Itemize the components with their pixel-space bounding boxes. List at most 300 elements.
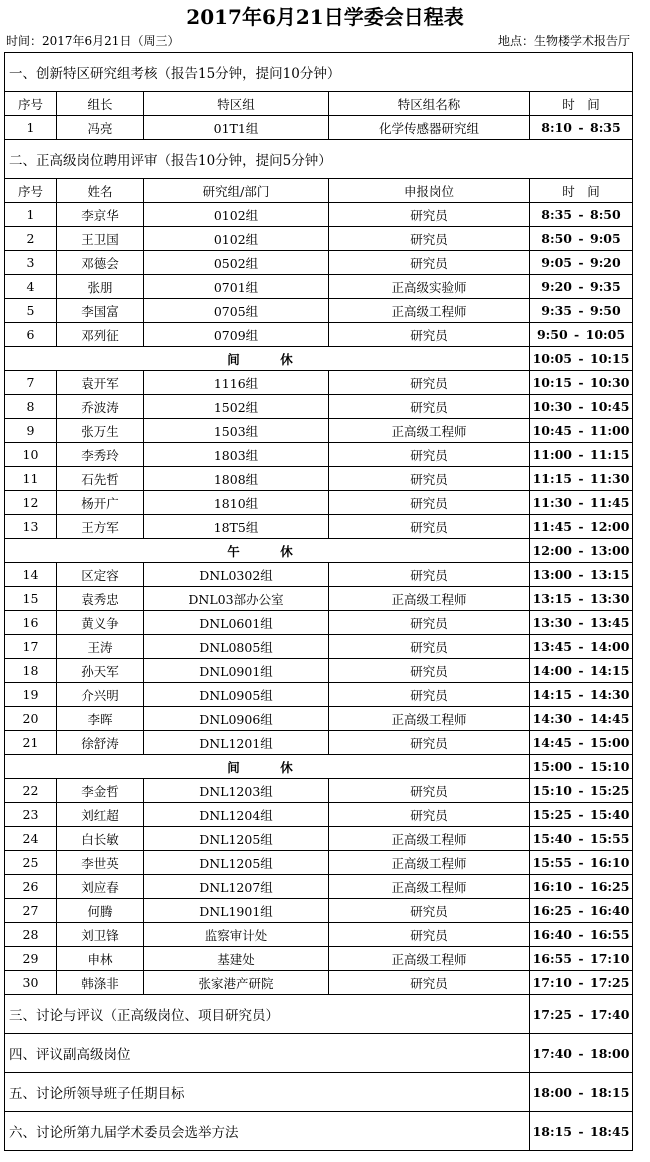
time-cell: [530, 971, 633, 995]
time-end: 12:00: [590, 519, 630, 534]
time-start: 14:30: [532, 711, 572, 726]
time-end: 10:45: [590, 399, 630, 414]
time-end: 16:10: [590, 855, 630, 870]
time-end: 10:30: [590, 375, 630, 390]
department: DNL1204组: [144, 803, 329, 827]
applicant-name: 韩涤非: [57, 971, 144, 995]
applied-position: 正高级工程师: [329, 707, 530, 731]
time-separator: -: [578, 519, 584, 534]
time-separator: -: [578, 543, 584, 558]
time-cell: [530, 419, 633, 443]
department: 0701组: [144, 275, 329, 299]
department: 监察审计处: [144, 923, 329, 947]
time-cell: [530, 683, 633, 707]
time-cell: [530, 659, 633, 683]
time-separator: -: [578, 1006, 584, 1022]
row-number: 30: [5, 971, 57, 995]
time-end: 16:25: [590, 879, 630, 894]
time-separator: -: [578, 591, 584, 606]
row-number: 3: [5, 251, 57, 275]
time-end: 18:15: [590, 1084, 630, 1100]
applied-position: 研究员: [329, 779, 530, 803]
header-name: 姓名: [57, 179, 144, 203]
row-number: 16: [5, 611, 57, 635]
time-cell: [530, 371, 633, 395]
header-name: 组长: [57, 92, 144, 116]
header-time: 时 间: [530, 92, 633, 116]
header-title: 申报岗位: [329, 179, 530, 203]
time-end: 9:50: [590, 303, 621, 318]
applicant-name: 袁秀忠: [57, 587, 144, 611]
time-end: 17:25: [590, 975, 630, 990]
time-cell: [530, 1034, 633, 1073]
time-cell: [530, 299, 633, 323]
table-row: [5, 659, 633, 683]
special-group: 01T1组: [144, 116, 329, 140]
header-no: 序号: [5, 92, 57, 116]
row-number: 14: [5, 563, 57, 587]
time-cell: [530, 707, 633, 731]
time-separator: -: [578, 495, 584, 510]
time-start: 17:10: [532, 975, 572, 990]
row-number: 23: [5, 803, 57, 827]
row-number: 1: [5, 116, 57, 140]
applicant-name: 黄义争: [57, 611, 144, 635]
row-number: 29: [5, 947, 57, 971]
department: DNL1201组: [144, 731, 329, 755]
time-cell: [530, 203, 633, 227]
time-cell: [530, 875, 633, 899]
time-start: 11:45: [532, 519, 572, 534]
applied-position: 研究员: [329, 659, 530, 683]
time-start: 11:15: [532, 471, 572, 486]
time-cell: [530, 515, 633, 539]
time-cell: [530, 323, 633, 347]
applicant-name: 李金哲: [57, 779, 144, 803]
time-separator: -: [578, 231, 584, 246]
applicant-name: 张朋: [57, 275, 144, 299]
applied-position: 研究员: [329, 227, 530, 251]
time-cell: [530, 635, 633, 659]
table-row: [5, 563, 633, 587]
time-end: 14:00: [590, 639, 630, 654]
schedule-body: [5, 53, 633, 1151]
row-number: 8: [5, 395, 57, 419]
time-cell: [530, 275, 633, 299]
time-start: 16:40: [532, 927, 572, 942]
time-start: 15:10: [532, 783, 572, 798]
time-cell: [530, 611, 633, 635]
time-cell: [530, 587, 633, 611]
time-cell: [530, 347, 633, 371]
applied-position: 正高级工程师: [329, 299, 530, 323]
applicant-name: 徐舒涛: [57, 731, 144, 755]
time-cell: [530, 491, 633, 515]
time-start: 9:50: [536, 327, 568, 342]
table-row: [5, 395, 633, 419]
time-start: 10:15: [532, 375, 572, 390]
time-end: 10:05: [585, 327, 626, 342]
row-number: 26: [5, 875, 57, 899]
table-row: [5, 971, 633, 995]
break-row: [5, 755, 633, 779]
row-number: 2: [5, 227, 57, 251]
time-end: 13:15: [590, 567, 630, 582]
time-cell: [530, 443, 633, 467]
applied-position: 研究员: [329, 515, 530, 539]
time-end: 14:30: [590, 687, 630, 702]
time-end: 15:55: [590, 831, 630, 846]
table-row: [5, 827, 633, 851]
section-heading-5: 五、讨论所领导班子任期目标: [5, 1073, 530, 1112]
applied-position: 研究员: [329, 611, 530, 635]
applied-position: 研究员: [329, 203, 530, 227]
applied-position: 研究员: [329, 971, 530, 995]
time-start: 13:15: [532, 591, 572, 606]
time-end: 11:00: [590, 423, 630, 438]
row-number: 11: [5, 467, 57, 491]
department: DNL1205组: [144, 851, 329, 875]
time-separator: -: [578, 120, 584, 135]
time-start: 17:25: [532, 1006, 572, 1022]
time-start: 18:00: [532, 1084, 572, 1100]
time-separator: -: [574, 327, 580, 342]
applied-position: 研究员: [329, 563, 530, 587]
time-end: 16:55: [590, 927, 630, 942]
time-separator: -: [578, 903, 584, 918]
department: 1803组: [144, 443, 329, 467]
column-header-row: [5, 92, 633, 116]
department: 1810组: [144, 491, 329, 515]
break-row: [5, 347, 633, 371]
row-number: 18: [5, 659, 57, 683]
header-group: 特区组: [144, 92, 329, 116]
time-cell: [530, 539, 633, 563]
time-start: 18:15: [532, 1123, 572, 1139]
time-end: 8:35: [590, 120, 621, 135]
row-number: 19: [5, 683, 57, 707]
row-number: 7: [5, 371, 57, 395]
table-row: [5, 515, 633, 539]
time-start: 9:20: [541, 279, 572, 294]
applicant-name: 袁开军: [57, 371, 144, 395]
time-separator: -: [578, 279, 584, 294]
applied-position: 正高级实验师: [329, 275, 530, 299]
section-heading: [5, 1073, 633, 1112]
department: 1808组: [144, 467, 329, 491]
applied-position: 正高级工程师: [329, 419, 530, 443]
table-row: [5, 947, 633, 971]
section-heading: [5, 995, 633, 1034]
table-row: [5, 299, 633, 323]
time-end: 13:00: [590, 543, 630, 558]
time-end: 8:50: [590, 207, 621, 222]
table-row: [5, 116, 633, 140]
header-time: 时 间: [530, 179, 633, 203]
break-label: 间 休: [5, 347, 530, 371]
time-start: 8:10: [541, 120, 572, 135]
department: DNL0805组: [144, 635, 329, 659]
time-start: 14:00: [532, 663, 572, 678]
applied-position: 研究员: [329, 923, 530, 947]
leader-name: 冯亮: [57, 116, 144, 140]
table-row: [5, 851, 633, 875]
time-start: 10:05: [532, 351, 572, 366]
time-separator: -: [578, 639, 584, 654]
table-row: [5, 443, 633, 467]
time-cell: [530, 251, 633, 275]
table-row: [5, 491, 633, 515]
department: DNL1205组: [144, 827, 329, 851]
table-row: [5, 683, 633, 707]
column-header-row: [5, 179, 633, 203]
table-row: [5, 803, 633, 827]
applied-position: 研究员: [329, 443, 530, 467]
time-end: 9:20: [590, 255, 621, 270]
table-row: [5, 611, 633, 635]
time-separator: -: [578, 303, 584, 318]
time-cell: [530, 563, 633, 587]
department: 0709组: [144, 323, 329, 347]
table-row: [5, 275, 633, 299]
time-start: 8:35: [541, 207, 572, 222]
department: 1503组: [144, 419, 329, 443]
applied-position: 研究员: [329, 467, 530, 491]
row-number: 22: [5, 779, 57, 803]
row-number: 25: [5, 851, 57, 875]
department: DNL0905组: [144, 683, 329, 707]
applied-position: 研究员: [329, 635, 530, 659]
row-number: 12: [5, 491, 57, 515]
applicant-name: 申林: [57, 947, 144, 971]
applicant-name: 李京华: [57, 203, 144, 227]
time-cell: [530, 731, 633, 755]
table-row: [5, 899, 633, 923]
applied-position: 正高级工程师: [329, 875, 530, 899]
time-separator: -: [578, 399, 584, 414]
row-number: 10: [5, 443, 57, 467]
department: DNL0601组: [144, 611, 329, 635]
time-separator: -: [578, 471, 584, 486]
section-heading-6: 六、讨论所第九届学术委员会选举方法: [5, 1112, 530, 1151]
department: DNL0906组: [144, 707, 329, 731]
row-number: 13: [5, 515, 57, 539]
row-number: 9: [5, 419, 57, 443]
time-cell: [530, 227, 633, 251]
time-end: 10:15: [590, 351, 630, 366]
time-start: 9:35: [541, 303, 572, 318]
meeting-place: 地点：生物楼学术报告厅: [497, 34, 630, 48]
time-start: 14:45: [532, 735, 572, 750]
time-end: 16:40: [590, 903, 630, 918]
time-separator: -: [578, 807, 584, 822]
row-number: 17: [5, 635, 57, 659]
time-separator: -: [578, 927, 584, 942]
time-end: 9:05: [590, 231, 621, 246]
department: DNL1207组: [144, 875, 329, 899]
applicant-name: 李世英: [57, 851, 144, 875]
meeting-time: 时间：2017年6月21日（周三）: [6, 34, 180, 48]
row-number: 21: [5, 731, 57, 755]
applicant-name: 李晖: [57, 707, 144, 731]
row-number: 20: [5, 707, 57, 731]
applicant-name: 张万生: [57, 419, 144, 443]
row-number: 27: [5, 899, 57, 923]
time-end: 14:45: [590, 711, 630, 726]
time-end: 18:45: [590, 1123, 630, 1139]
time-end: 15:00: [590, 735, 630, 750]
row-number: 6: [5, 323, 57, 347]
time-cell: [530, 395, 633, 419]
time-separator: -: [578, 759, 584, 774]
schedule-table: [4, 52, 633, 1151]
time-separator: -: [578, 447, 584, 462]
department: 0705组: [144, 299, 329, 323]
time-end: 13:30: [590, 591, 630, 606]
applicant-name: 王涛: [57, 635, 144, 659]
applied-position: 研究员: [329, 371, 530, 395]
department: 1502组: [144, 395, 329, 419]
applicant-name: 刘红超: [57, 803, 144, 827]
applicant-name: 乔波涛: [57, 395, 144, 419]
department: DNL0901组: [144, 659, 329, 683]
time-separator: -: [578, 687, 584, 702]
time-end: 17:40: [590, 1006, 630, 1022]
time-cell: [530, 1112, 633, 1151]
table-row: [5, 587, 633, 611]
time-separator: -: [578, 855, 584, 870]
time-cell: [530, 995, 633, 1034]
applied-position: 研究员: [329, 683, 530, 707]
time-start: 13:00: [532, 567, 572, 582]
applicant-name: 李秀玲: [57, 443, 144, 467]
applicant-name: 刘应春: [57, 875, 144, 899]
time-cell: [530, 755, 633, 779]
department: 0102组: [144, 203, 329, 227]
break-label: 午 休: [5, 539, 530, 563]
applied-position: 研究员: [329, 899, 530, 923]
time-separator: -: [578, 207, 584, 222]
time-cell: [530, 467, 633, 491]
section-2-heading: 二、正高级岗位聘用评审（报告10分钟，提问5分钟）: [5, 140, 633, 179]
time-cell: [530, 923, 633, 947]
time-start: 9:05: [541, 255, 572, 270]
time-start: 15:55: [532, 855, 572, 870]
time-end: 9:35: [590, 279, 621, 294]
applicant-name: 李国富: [57, 299, 144, 323]
time-start: 11:00: [532, 447, 572, 462]
applied-position: 正高级工程师: [329, 827, 530, 851]
applied-position: 研究员: [329, 491, 530, 515]
applied-position: 研究员: [329, 323, 530, 347]
applied-position: 研究员: [329, 251, 530, 275]
header-no: 序号: [5, 179, 57, 203]
department: 基建处: [144, 947, 329, 971]
department: 张家港产研院: [144, 971, 329, 995]
time-start: 17:40: [532, 1045, 572, 1061]
applicant-name: 杨开广: [57, 491, 144, 515]
time-separator: -: [578, 615, 584, 630]
table-row: [5, 203, 633, 227]
row-number: 5: [5, 299, 57, 323]
applicant-name: 区定容: [57, 563, 144, 587]
time-separator: -: [578, 663, 584, 678]
time-end: 18:00: [590, 1045, 630, 1061]
time-separator: -: [578, 375, 584, 390]
time-start: 14:15: [532, 687, 572, 702]
time-cell: [530, 899, 633, 923]
applicant-name: 刘卫锋: [57, 923, 144, 947]
applicant-name: 王卫国: [57, 227, 144, 251]
applicant-name: 邓列征: [57, 323, 144, 347]
applied-position: 研究员: [329, 803, 530, 827]
page-title: 2017年6月21日学委会日程表: [186, 5, 464, 29]
time-start: 13:45: [532, 639, 572, 654]
time-cell: [530, 1073, 633, 1112]
header-group: 研究组/部门: [144, 179, 329, 203]
department: DNL03部办公室: [144, 587, 329, 611]
time-separator: -: [578, 879, 584, 894]
section-heading-3: 三、讨论与评议（正高级岗位、项目研究员）: [5, 995, 530, 1034]
applied-position: 研究员: [329, 731, 530, 755]
time-start: 13:30: [532, 615, 572, 630]
table-row: [5, 371, 633, 395]
table-row: [5, 707, 633, 731]
time-start: 10:30: [532, 399, 572, 414]
applied-position: 正高级工程师: [329, 587, 530, 611]
group-title: 化学传感器研究组: [329, 116, 530, 140]
time-start: 16:10: [532, 879, 572, 894]
time-end: 15:25: [590, 783, 630, 798]
table-row: [5, 227, 633, 251]
table-row: [5, 731, 633, 755]
time-start: 16:55: [532, 951, 572, 966]
time-separator: -: [578, 1045, 584, 1061]
department: 18T5组: [144, 515, 329, 539]
time-cell: [530, 116, 633, 140]
row-number: 28: [5, 923, 57, 947]
time-end: 17:10: [590, 951, 630, 966]
time-separator: -: [578, 1123, 584, 1139]
time-end: 14:15: [590, 663, 630, 678]
table-row: [5, 251, 633, 275]
row-number: 15: [5, 587, 57, 611]
table-row: [5, 875, 633, 899]
row-number: 1: [5, 203, 57, 227]
break-row: [5, 539, 633, 563]
time-cell: [530, 947, 633, 971]
time-cell: [530, 779, 633, 803]
applicant-name: 介兴明: [57, 683, 144, 707]
applicant-name: 石先哲: [57, 467, 144, 491]
time-cell: [530, 803, 633, 827]
time-start: 15:40: [532, 831, 572, 846]
department: 0102组: [144, 227, 329, 251]
department: 0502组: [144, 251, 329, 275]
time-end: 11:45: [590, 495, 630, 510]
section-heading: [5, 1112, 633, 1151]
time-start: 15:00: [532, 759, 572, 774]
time-separator: -: [578, 255, 584, 270]
header-title: 特区组名称: [329, 92, 530, 116]
applied-position: 研究员: [329, 395, 530, 419]
time-end: 13:45: [590, 615, 630, 630]
table-row: [5, 635, 633, 659]
department: 1116组: [144, 371, 329, 395]
time-end: 11:15: [590, 447, 630, 462]
applicant-name: 邓德会: [57, 251, 144, 275]
section-heading: [5, 140, 633, 179]
